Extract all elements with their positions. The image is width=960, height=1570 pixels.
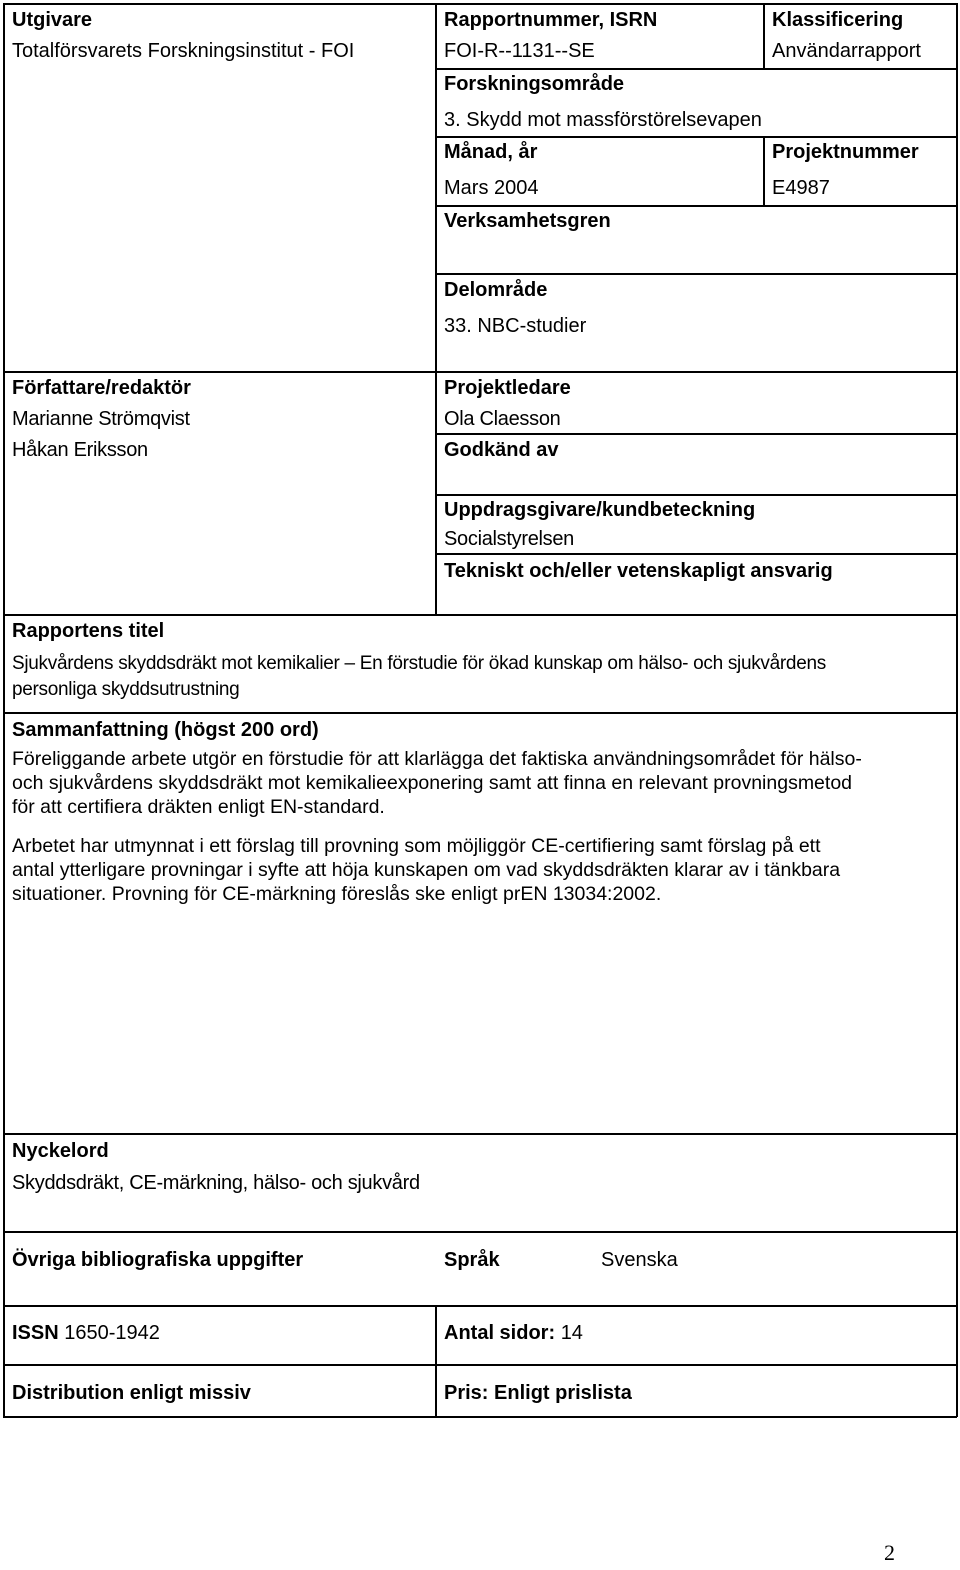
rapportnummer-label: Rapportnummer, ISRN: [444, 9, 658, 31]
pris-label: Pris: Enligt prislista: [444, 1382, 632, 1404]
summary-line: för att certifiera dräkten enligt EN-standard.: [12, 796, 385, 818]
delomrade-value: 33. NBC-studier: [444, 315, 587, 337]
utgivare-value: Totalförsvarets Forskningsinstitut - FOI: [12, 40, 355, 62]
authors-label: Författare/redaktör: [12, 377, 191, 399]
antal-sidor-label: Antal sidor:: [444, 1322, 556, 1344]
summary-line: situationer. Provning för CE-märkning föreslås ske enligt prEN 13034:2002.: [12, 883, 662, 905]
antal-sidor-field: [444, 1321, 583, 1345]
issn-field: [12, 1321, 160, 1345]
author-name: Marianne Strömqvist: [12, 408, 190, 430]
summary-line: antal ytterligare provningar i syfte att höja kunskapen om vad skyddsdräkten klarar av i tänkbara: [12, 859, 841, 881]
manad-ar-label: Månad, år: [444, 141, 538, 163]
forskningsomrade-label: Forskningsområde: [444, 73, 625, 95]
verksamhetsgren-label: Verksamhetsgren: [444, 210, 611, 232]
author-name: Håkan Eriksson: [12, 439, 148, 461]
ovriga-label: Övriga bibliografiska uppgifter: [12, 1249, 304, 1271]
sprak-value: Svenska: [601, 1249, 678, 1271]
report-title-line: Sjukvårdens skyddsdräkt mot kemikalier – En förstudie för ökad kunskap om hälso- och sjukvårdens: [12, 653, 826, 674]
issn-label: ISSN: [12, 1322, 59, 1344]
uppdragsgivare-value: Socialstyrelsen: [444, 528, 575, 550]
klassificering-label: Klassificering: [772, 9, 904, 31]
report-title-line: personliga skyddsutrustning: [12, 679, 240, 700]
klassificering-value: Användarrapport: [772, 40, 921, 62]
uppdragsgivare-label: Uppdragsgivare/kundbeteckning: [444, 499, 756, 521]
antal-sidor-value: 14: [560, 1322, 583, 1344]
projektnummer-value: E4987: [772, 177, 830, 199]
projektnummer-label: Projektnummer: [772, 141, 919, 163]
summary-line: Arbetet har utmynnat i ett förslag till provning som möjliggör CE-certifiering samt förslag på ett: [12, 835, 821, 857]
tekniskt-ansvarig-label: Tekniskt och/eller vetenskapligt ansvarig: [444, 560, 833, 582]
utgivare-label: Utgivare: [12, 9, 93, 31]
forskningsomrade-value: 3. Skydd mot massförstörelsevapen: [444, 109, 762, 131]
keywords-label: Nyckelord: [12, 1140, 109, 1162]
distribution-label: Distribution enligt missiv: [12, 1382, 251, 1404]
keywords-value: Skyddsdräkt, CE-märkning, hälso- och sjukvård: [12, 1172, 420, 1194]
rapportnummer-value: FOI-R--1131--SE: [444, 40, 595, 62]
projektledare-value: Ola Claesson: [444, 408, 561, 430]
summary-label: Sammanfattning (högst 200 ord): [12, 719, 319, 741]
sprak-label: Språk: [444, 1249, 500, 1271]
projektledare-label: Projektledare: [444, 377, 571, 399]
godkand-label: Godkänd av: [444, 439, 559, 461]
report-title-label: Rapportens titel: [12, 620, 165, 642]
summary-line: och sjukvårdens skyddsdräkt mot kemikalieexponering samt att finna en relevant provningsmetod: [12, 772, 853, 794]
summary-line: Föreliggande arbete utgör en förstudie för att klarlägga det faktiska användningsområdet för hälso-: [12, 748, 862, 770]
issn-value: 1650-1942: [64, 1322, 160, 1344]
manad-ar-value: Mars 2004: [444, 177, 539, 199]
delomrade-label: Delområde: [444, 279, 548, 301]
page-number: 2: [884, 1540, 895, 1565]
